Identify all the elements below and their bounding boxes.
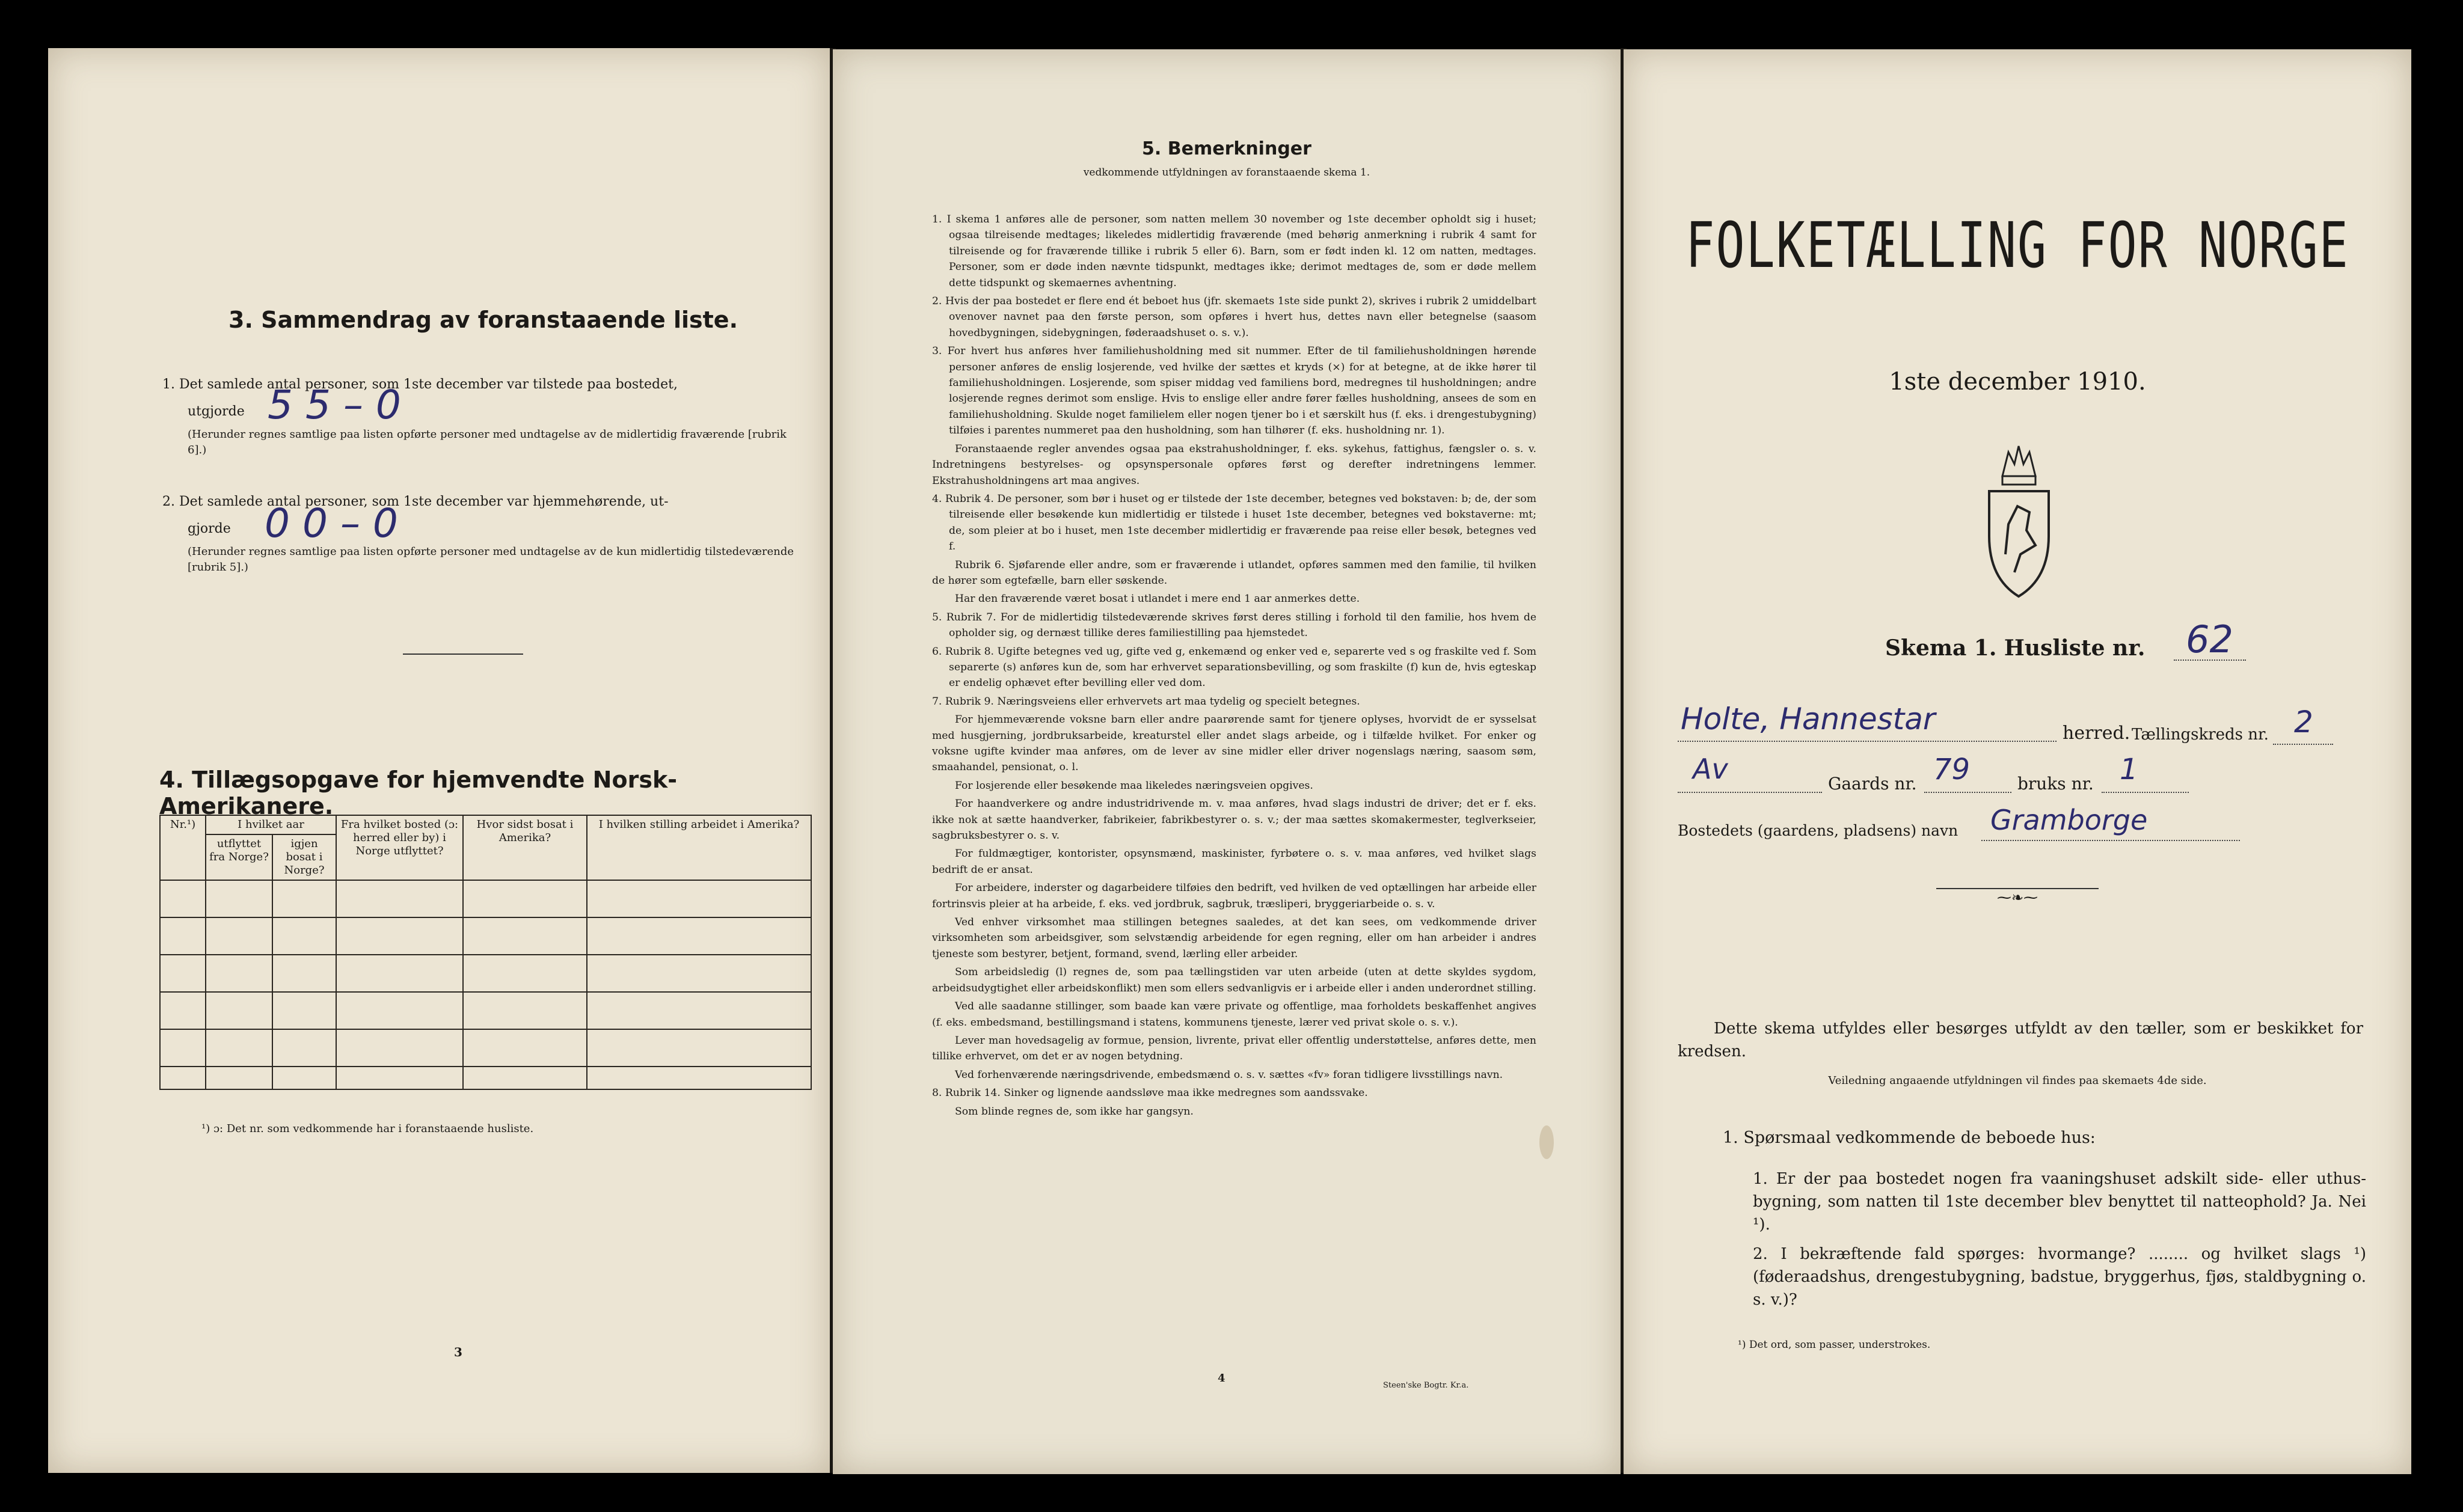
table-row — [160, 917, 811, 955]
bruk-handwritten: 1 — [2120, 753, 2138, 786]
section4-title: 4. Tillægsopgave for hjemvendte Norsk-Amerikanere. — [159, 767, 677, 819]
krets-handwritten: 2 — [2294, 705, 2313, 739]
item2-handwritten: 0 0 – 0 — [265, 500, 398, 546]
skema-label: Skema 1. Husliste nr. — [1885, 635, 2146, 661]
bruk-label: bruks nr. — [2017, 774, 2094, 794]
right-page — [1624, 49, 2411, 1474]
remark-paragraph: 4. Rubrik 4. De personer, som bør i huset og er tilstede der 1ste december, betegnes ved bokstaven: b; de, der som tilreisende eller besøkende kun midlertidig er tilstede i huset 1ste december, betegnes ved bokstaverne: mt; de, som pleier at bo i huset, men 1ste december midlertidig er fraværende paa reise eller besøk, betegnes ved f. — [932, 492, 1536, 553]
remark-paragraph: 2. Hvis der paa bostedet er flere end ét beboet hus (jfr. skemaets 1ste side punkt 2), skrives i rubrik 2 umiddelbart ovenover navnet paa den første person, som opføres i hvert hus, dettes navn eller betegnelse (saasom hovedbygningen, sidebygningen, føderaadshuset o. s. v.). — [932, 295, 1536, 339]
printer-mark: Steen'ske Bogtr. Kr.a. — [1383, 1381, 1469, 1390]
col-sidst-bosat: Hvor sidst bosat i Amerika? — [463, 815, 587, 880]
remark-paragraph: Som blinde regnes de, som ikke har gangsyn. — [955, 1105, 1194, 1118]
col-utflyttet: utflyttet fra Norge? — [206, 834, 272, 880]
remark-paragraph: Ved forhenværende næringsdrivende, embedsmænd o. s. v. sættes «fv» foran tidligere livsstillings navn. — [955, 1068, 1503, 1081]
right-footnote: ¹) Det ord, som passer, understrokes. — [1738, 1339, 1931, 1351]
table-row — [160, 992, 811, 1029]
left-page-number: 3 — [454, 1345, 462, 1359]
col-nr: Nr.¹) — [160, 815, 206, 880]
remark-paragraph: 6. Rubrik 8. Ugifte betegnes ved ug, gifte ved g, enkemænd og enker ved e, separerte ved s og fraskilte ved f. Som separerte (s) anføres kun de, som har erhvervet separationsbevilling, og som fraskilte (f) kun de, hvis egteskap er endelig ophævet efter bevilling eller ved dom. — [932, 645, 1536, 690]
herred-label: herred. — [2063, 723, 2130, 744]
question1-1: 1. Er der paa bostedet nogen fra vaaningshuset adskilt side- eller uthus-bygning, som natten til 1ste december blev benyttet til natteophold? Ja. Nei ¹). — [1753, 1170, 2366, 1234]
left-footnote: ¹) ɔ: Det nr. som vedkommende har i foranstaaende husliste. — [201, 1122, 534, 1135]
table-row — [160, 955, 811, 992]
remark-paragraph: Foranstaaende regler anvendes ogsaa paa ekstrahusholdninger, f. eks. sykehus, fattighus, fængsler o. s. v. Indretningens bestyrelses- og opsynspersonale opføres først og derefter indretningens lemmer. Ekstrahusholdningens art maa angives. — [932, 442, 1536, 487]
bosted-label: Bostedets (gaardens, pladsens) navn — [1678, 822, 1958, 839]
item2-text: 2. Det samlede antal personer, som 1ste december var hjemmehørende, ut- — [162, 494, 669, 509]
main-title: FOLKETÆLLING FOR NORGE — [1685, 209, 2349, 282]
remark-paragraph: Lever man hovedsagelig av formue, pension, livrente, privat eller offentlig understøttelse, anføres dette, men tillike erhvervet, om det er av nogen betydning. — [932, 1034, 1536, 1063]
question1-2: 2. I bekræftende fald spørges: hvormange? ........ og hvilket slags ¹) (føderaadshus, drengestubygning, badstue, bryggerhus, fjøs, staldbygning o. s. v.)? — [1753, 1245, 2366, 1309]
remark-paragraph: Ved alle saadanne stillinger, som baade kan være private og offentlige, maa forholdets beskaffenhet angives (f. eks. embedsmand, bestillingsmand i statens, kommunens tjeneste, lærer ved privat skole o. s. v.). — [932, 1000, 1536, 1029]
middle-page-number: 4 — [1218, 1372, 1225, 1385]
gaard-label: Gaards nr. — [1828, 774, 1917, 794]
col-igjen: igjen bosat i Norge? — [272, 834, 336, 880]
remark-paragraph: For fuldmægtiger, kontorister, opsynsmænd, maskinister, fyrbøtere o. s. v. maa anføres, ved hvilket slags bedrift de er ansat. — [932, 848, 1536, 876]
remark-paragraph: For haandverkere og andre industridrivende m. v. maa anføres, hvad slags industri de driver; det er f. eks. ikke nok at sætte haandverker, fabrikeier, fabrikbestyrer o. s. v.; der maa sættes skomakermester, teglverkseier, sagbruksbestyrer o. s. v. — [932, 798, 1536, 842]
remark-paragraph: Ved enhver virksomhet maa stillingen betegnes saaledes, at det kan sees, om vedkommende driver virksomheten som arbeidsgiver, som selvstændig arbeidende for egen regning, eller om han arbeider i andres tjeneste som bestyrer, betjent, formand, svend, lærling eller arbeider. — [932, 916, 1536, 960]
col-group-aar: I hvilket aar — [206, 815, 336, 834]
divider — [403, 653, 523, 655]
item1-note: (Herunder regnes samtlige paa listen opførte personer med undtagelse av de midlertidig fraværende [rubrik 6].) — [188, 428, 787, 456]
left-page — [48, 48, 830, 1473]
item2-note: (Herunder regnes samtlige paa listen opførte personer med undtagelse av de kun midlertidig tilstedeværende [rubrik 5].) — [188, 545, 794, 574]
remark-paragraph: Som arbeidsledig (l) regnes de, som paa tællingstiden var uten arbeide (uten at dette skyldes sygdom, arbeidsudygtighet eller arbeidskonflikt) men som ellers sedvanligvis er i arbeide eller i anden underordnet stilling. — [932, 966, 1536, 994]
item1-label: utgjorde — [188, 404, 245, 419]
remark-paragraph: For arbeidere, inderster og dagarbeidere tilføies den bedrift, ved hvilken de ved optællingen har arbeide eller fortrinsvis pleier at ha arbeide, f. eks. ved jordbruk, sagbruk, træsliperi, bryggeriarbeide o. s. v. — [932, 882, 1536, 910]
remark-paragraph: Rubrik 6. Sjøfarende eller andre, som er fraværende i utlandet, opføres sammen med den familie, til hvilken de hører som egtefælle, barn eller søskende. — [932, 559, 1536, 587]
krets-label: Tællingskreds nr. — [2132, 726, 2269, 744]
guide-text: Veiledning angaaende utfyldningen vil findes paa skemaets 4de side. — [1828, 1074, 2207, 1087]
coat-of-arms-icon — [1984, 434, 2054, 599]
remark-paragraph: For hjemmeværende voksne barn eller andre paarørende samt for tjenere oplyses, hvorvidt de er sysselsat med husgjerning, jordbruksarbeide, kreaturstel eller andet slags arbeide, og i tilfælde hvilket. For enker og voksne ugifte kvinder maa anføres, om de lever av sine midler eller driver nogenslags næring, saasom søm, smaahandel, pensionat, o. l. — [932, 714, 1536, 774]
question1-title: 1. Spørsmaal vedkommende de beboede hus: — [1723, 1128, 2096, 1147]
husliste-nr-handwritten: 62 — [2186, 617, 2233, 661]
remark-paragraph: 1. I skema 1 anføres alle de personer, som natten mellem 30 november og 1ste december opholdt sig i huset; ogsaa tilreisende medtages; likeledes midlertidig fraværende (med behørig anmerkning i rubrik 4 samt for tilreisende og for fraværende tillike i rubrik 5 eller 6). Barn, som er født inden kl. 12 om natten, medtages. Personer, som er døde inden nævnte tidspunkt, medtages ikke; derimot medtages de, som er døde mellem dette tidspunkt og skemaernes avhentning. — [932, 213, 1536, 289]
bemerkninger-body — [932, 212, 1536, 1122]
item1-text: 1. Det samlede antal personer, som 1ste december var tilstede paa bostedet, — [162, 377, 678, 392]
ornament: ⁓❧⁓ — [1936, 888, 2099, 906]
intro-text: Dette skema utfyldes eller besørges utfyldt av den tæller, som er beskikket for kredsen. — [1678, 1020, 2363, 1061]
remark-paragraph: 3. For hvert hus anføres hver familiehusholdning med sit nummer. Efter de til familiehusholdningen hørende personer anføres de enslig losjerende, ved hvilke der sættes et kryds (×) for at betegne, at de ikke hører til familiehusholdningen. Losjerende, som spiser middag ved familiens bord, medregnes til husholdningen; andre losjerende regnes derimot som enslige. Hvis to enslige eller andre fører fælles husholdning, ansees de som en familiehusholdning. Skulde noget familielem eller nogen tjener bo i et særskilt hus (f. eks. i drengestubygning) tilføies i parentes nummeret paa den husholdning, som han tilhører (f. eks. husholdning nr. 1). — [932, 345, 1536, 437]
herred-handwritten: Holte, Hannestar — [1681, 702, 1936, 736]
middle-page — [833, 49, 1621, 1474]
col-stilling: I hvilken stilling arbeidet i Amerika? — [587, 815, 811, 880]
table-row — [160, 1029, 811, 1067]
bruk-field — [2102, 768, 2189, 793]
section3-title: 3. Sammendrag av foranstaaende liste. — [229, 307, 738, 333]
table-row — [160, 880, 811, 917]
bemerkninger-subtitle: vedkommende utfyldningen av foranstaaende skema 1. — [1083, 167, 1370, 179]
remark-paragraph: 5. Rubrik 7. For de midlertidig tilstedeværende skrives først deres stilling i forhold til den familie, hos hvem de opholder sig, og dernæst tillike deres familiestilling paa hjemstedet. — [932, 611, 1536, 640]
bosted-handwritten: Gramborge — [1990, 804, 2148, 836]
col-fra-bosted: Fra hvilket bosted (ɔ: herred eller by) i Norge utflyttet? — [336, 815, 463, 880]
remark-paragraph: 7. Rubrik 9. Næringsveiens eller erhvervets art maa tydelig og specielt betegnes. — [932, 695, 1360, 708]
remark-paragraph: 8. Rubrik 14. Sinker og lignende aandssløve maa ikke medregnes som aandssvake. — [932, 1087, 1368, 1100]
gaard-prefix-handwritten: Av — [1693, 753, 1728, 785]
table-row — [160, 1067, 811, 1089]
bemerkninger-title: 5. Bemerkninger — [1142, 138, 1311, 159]
remark-paragraph: Har den fraværende været bosat i utlandet i mere end 1 aar anmerkes dette. — [955, 593, 1360, 605]
item1-handwritten: 5 5 – 0 — [268, 382, 401, 428]
remark-paragraph: For losjerende eller besøkende maa likeledes næringsveien opgives. — [955, 779, 1313, 792]
norsk-amerikanere-table — [159, 815, 812, 1090]
stain — [1539, 1125, 1554, 1159]
gaard-handwritten: 79 — [1933, 753, 1971, 786]
item2-label: gjorde — [188, 521, 231, 536]
census-date: 1ste december 1910. — [1889, 368, 2146, 396]
